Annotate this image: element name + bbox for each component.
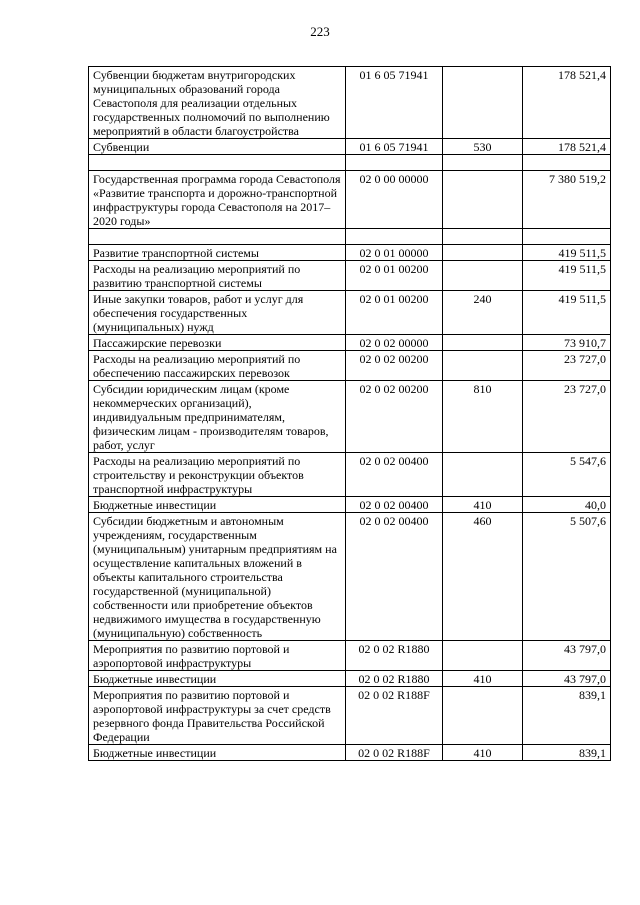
row-name: Расходы на реализацию мероприятий по строительству и реконструкции объектов транспортной инфраструктуры (89, 453, 346, 497)
row-expense-type: 810 (443, 381, 523, 453)
row-name: Бюджетные инвестиции (89, 497, 346, 513)
row-code: 02 0 02 R1880 (346, 671, 443, 687)
row-expense-type (443, 687, 523, 745)
page-number: 223 (310, 24, 330, 39)
row-expense-type: 410 (443, 671, 523, 687)
row-name (89, 229, 346, 245)
row-code: 02 0 02 00000 (346, 335, 443, 351)
row-amount: 5 507,6 (523, 513, 611, 641)
row-expense-type: 460 (443, 513, 523, 641)
row-expense-type (443, 261, 523, 291)
table-row (89, 453, 611, 497)
row-name: Расходы на реализацию мероприятий по обеспечению пассажирских перевозок (89, 351, 346, 381)
row-amount: 43 797,0 (523, 641, 611, 671)
row-amount: 839,1 (523, 687, 611, 745)
row-expense-type (443, 155, 523, 171)
row-expense-type: 410 (443, 497, 523, 513)
row-code: 01 6 05 71941 (346, 139, 443, 155)
row-name: Мероприятия по развитию портовой и аэропортовой инфраструктуры за счет средств резервного фонда Правительства Российской Федерации (89, 687, 346, 745)
row-name: Бюджетные инвестиции (89, 671, 346, 687)
row-name: Пассажирские перевозки (89, 335, 346, 351)
row-amount: 839,1 (523, 745, 611, 761)
budget-table (88, 66, 611, 761)
table-row (89, 497, 611, 513)
row-code: 02 0 01 00000 (346, 245, 443, 261)
row-name (89, 155, 346, 171)
table-row-empty (89, 229, 611, 245)
row-amount: 40,0 (523, 497, 611, 513)
row-code: 02 0 02 R188F (346, 745, 443, 761)
row-expense-type: 410 (443, 745, 523, 761)
row-expense-type (443, 641, 523, 671)
row-expense-type (443, 245, 523, 261)
table-row (89, 745, 611, 761)
row-name: Расходы на реализацию мероприятий по развитию транспортной системы (89, 261, 346, 291)
row-expense-type (443, 67, 523, 139)
row-code: 02 0 01 00200 (346, 291, 443, 335)
row-name: Субвенции (89, 139, 346, 155)
row-name: Иные закупки товаров, работ и услуг для обеспечения государственных (муниципальных) нужд (89, 291, 346, 335)
row-amount: 23 727,0 (523, 351, 611, 381)
row-expense-type: 240 (443, 291, 523, 335)
row-amount (523, 155, 611, 171)
row-code: 02 0 02 R1880 (346, 641, 443, 671)
table-row (89, 513, 611, 641)
table-row (89, 381, 611, 453)
row-name: Субсидии бюджетным и автономным учреждениям, государственным (муниципальным) унитарным предприятиям на осуществление капитальных вложений в объекты капитального строительства государственной (муниципальной) собственности или приобретение объектов недвижимого имущества в государственную (муниципальную) собственность (89, 513, 346, 641)
row-expense-type (443, 351, 523, 381)
row-name: Государственная программа города Севастополя «Развитие транспорта и дорожно-транспортной инфраструктуры города Севастополя на 2017–2020 годы» (89, 171, 346, 229)
row-code (346, 229, 443, 245)
table-row (89, 351, 611, 381)
table-row (89, 67, 611, 139)
row-code: 02 0 01 00200 (346, 261, 443, 291)
row-amount: 178 521,4 (523, 67, 611, 139)
table-row (89, 641, 611, 671)
row-code: 02 0 02 00400 (346, 453, 443, 497)
row-code: 01 6 05 71941 (346, 67, 443, 139)
table-row (89, 245, 611, 261)
table-row (89, 335, 611, 351)
row-expense-type (443, 335, 523, 351)
table-row (89, 291, 611, 335)
row-name: Субвенции бюджетам внутригородских муниципальных образований города Севастополя для реализации отдельных государственных полномочий по выполнению мероприятий в области благоустройства (89, 67, 346, 139)
row-amount: 43 797,0 (523, 671, 611, 687)
row-amount: 5 547,6 (523, 453, 611, 497)
row-code: 02 0 02 00400 (346, 513, 443, 641)
row-code: 02 0 02 R188F (346, 687, 443, 745)
row-code: 02 0 02 00400 (346, 497, 443, 513)
row-code (346, 155, 443, 171)
row-code: 02 0 00 00000 (346, 171, 443, 229)
table-row (89, 171, 611, 229)
row-amount: 178 521,4 (523, 139, 611, 155)
row-amount: 7 380 519,2 (523, 171, 611, 229)
row-amount: 419 511,5 (523, 261, 611, 291)
row-amount: 23 727,0 (523, 381, 611, 453)
table-row (89, 261, 611, 291)
row-expense-type: 530 (443, 139, 523, 155)
table-row-empty (89, 155, 611, 171)
row-amount (523, 229, 611, 245)
row-code: 02 0 02 00200 (346, 351, 443, 381)
table-row (89, 687, 611, 745)
row-name: Развитие транспортной системы (89, 245, 346, 261)
row-name: Субсидии юридическим лицам (кроме некоммерческих организаций), индивидуальным предпринимателям, физическим лицам - производителям товаров, работ, услуг (89, 381, 346, 453)
row-expense-type (443, 171, 523, 229)
row-name: Бюджетные инвестиции (89, 745, 346, 761)
row-name: Мероприятия по развитию портовой и аэропортовой инфраструктуры (89, 641, 346, 671)
row-amount: 73 910,7 (523, 335, 611, 351)
row-expense-type (443, 453, 523, 497)
row-amount: 419 511,5 (523, 245, 611, 261)
table-row (89, 139, 611, 155)
row-expense-type (443, 229, 523, 245)
row-code: 02 0 02 00200 (346, 381, 443, 453)
table-row (89, 671, 611, 687)
row-amount: 419 511,5 (523, 291, 611, 335)
